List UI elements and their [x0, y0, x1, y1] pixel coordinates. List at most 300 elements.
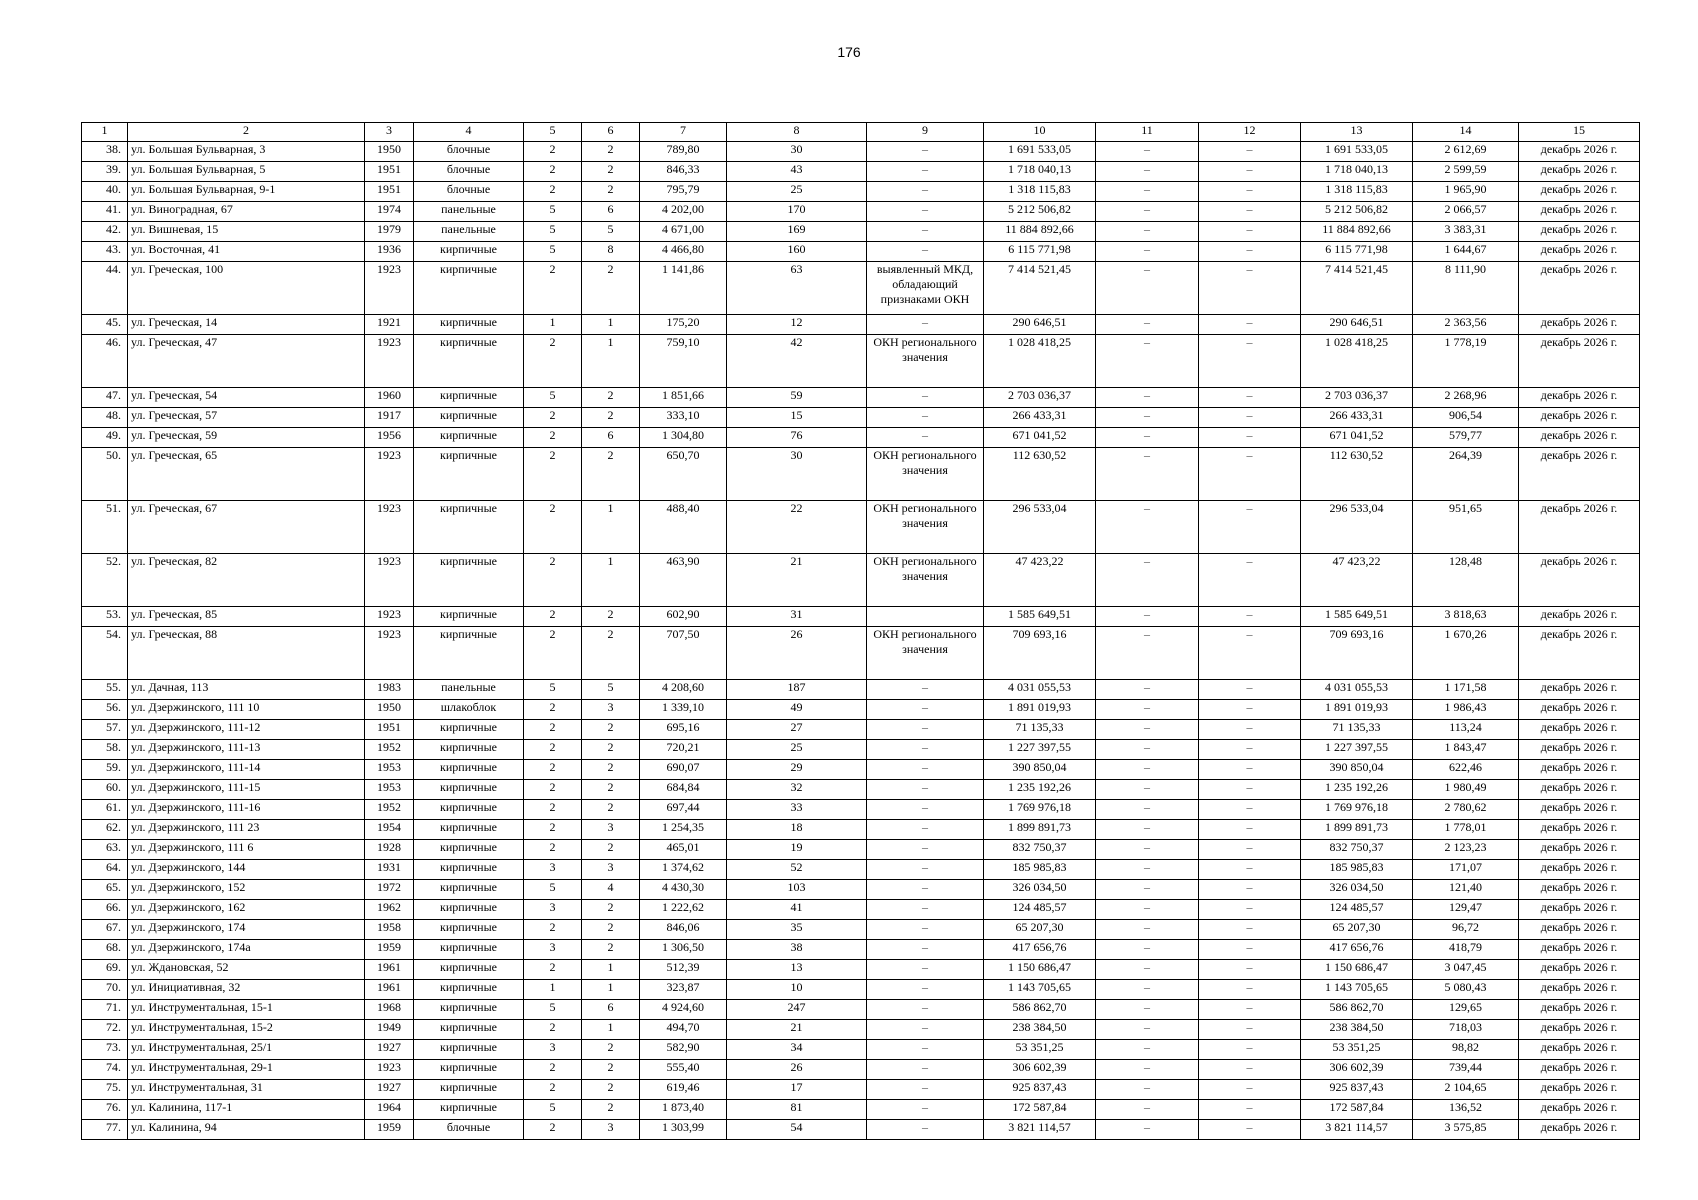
- table-cell: 323,87: [640, 980, 727, 1000]
- table-cell: 2: [524, 182, 582, 202]
- table-cell: 2: [582, 448, 640, 501]
- table-row: [82, 700, 1640, 720]
- table-cell: –: [867, 680, 984, 700]
- table-cell: –: [867, 242, 984, 262]
- table-cell: 2: [524, 700, 582, 720]
- table-cell: ОКН регионального значения: [867, 554, 984, 607]
- table-cell: 98,82: [1413, 1040, 1519, 1060]
- table-cell: 73.: [82, 1040, 128, 1060]
- table-cell: кирпичные: [414, 1100, 524, 1120]
- table-cell: 2: [524, 920, 582, 940]
- table-cell: –: [1096, 680, 1199, 700]
- table-cell: –: [1096, 627, 1199, 680]
- table-cell: –: [1199, 202, 1301, 222]
- table-cell: ОКН регионального значения: [867, 627, 984, 680]
- table-row: [82, 554, 1640, 607]
- table-cell: 17: [727, 1080, 867, 1100]
- table-cell: 3: [524, 940, 582, 960]
- table-cell: –: [1199, 428, 1301, 448]
- table-cell: 2 123,23: [1413, 840, 1519, 860]
- table-row: [82, 202, 1640, 222]
- table-cell: 795,79: [640, 182, 727, 202]
- table-cell: –: [1199, 980, 1301, 1000]
- table-cell: 1958: [365, 920, 414, 940]
- table-cell: декабрь 2026 г.: [1519, 222, 1640, 242]
- table-cell: 124 485,57: [1301, 900, 1413, 920]
- table-cell: 15: [727, 408, 867, 428]
- table-cell: 1952: [365, 740, 414, 760]
- table-cell: 2 066,57: [1413, 202, 1519, 222]
- table-cell: кирпичные: [414, 780, 524, 800]
- table-cell: 832 750,37: [1301, 840, 1413, 860]
- table-cell: –: [867, 740, 984, 760]
- table-cell: 586 862,70: [1301, 1000, 1413, 1020]
- table-cell: ул. Восточная, 41: [128, 242, 365, 262]
- table-cell: –: [1199, 1060, 1301, 1080]
- table-cell: 4 924,60: [640, 1000, 727, 1020]
- table-cell: –: [1199, 315, 1301, 335]
- table-cell: панельные: [414, 222, 524, 242]
- table-cell: 1951: [365, 182, 414, 202]
- table-cell: 306 602,39: [984, 1060, 1096, 1080]
- registry-table: [81, 122, 1640, 1140]
- table-row: [82, 607, 1640, 627]
- table-cell: 1 965,90: [1413, 182, 1519, 202]
- table-cell: 2: [582, 1040, 640, 1060]
- table-cell: ул. Калинина, 94: [128, 1120, 365, 1140]
- table-cell: 1 891 019,93: [984, 700, 1096, 720]
- table-cell: 1 769 976,18: [984, 800, 1096, 820]
- table-cell: 925 837,43: [1301, 1080, 1413, 1100]
- table-cell: 43.: [82, 242, 128, 262]
- table-row: [82, 627, 1640, 680]
- table-row: [82, 900, 1640, 920]
- table-cell: 296 533,04: [1301, 501, 1413, 554]
- table-cell: 2: [524, 142, 582, 162]
- table-cell: 41: [727, 900, 867, 920]
- table-cell: 390 850,04: [1301, 760, 1413, 780]
- table-cell: 1 150 686,47: [984, 960, 1096, 980]
- table-cell: 1923: [365, 501, 414, 554]
- table-cell: 121,40: [1413, 880, 1519, 900]
- table-cell: 57.: [82, 720, 128, 740]
- table-cell: 1 306,50: [640, 940, 727, 960]
- table-cell: 2: [582, 1100, 640, 1120]
- table-cell: 1 339,10: [640, 700, 727, 720]
- table-cell: 494,70: [640, 1020, 727, 1040]
- table-row: [82, 940, 1640, 960]
- table-cell: 2: [582, 388, 640, 408]
- table-cell: 3: [524, 1040, 582, 1060]
- table-row: [82, 920, 1640, 940]
- table-cell: 247: [727, 1000, 867, 1020]
- table-cell: 238 384,50: [984, 1020, 1096, 1040]
- table-cell: –: [1096, 242, 1199, 262]
- table-cell: –: [1199, 960, 1301, 980]
- table-cell: 4 208,60: [640, 680, 727, 700]
- table-cell: –: [1096, 780, 1199, 800]
- table-cell: 112 630,52: [984, 448, 1096, 501]
- table-cell: 2: [582, 900, 640, 920]
- table-cell: 2: [524, 1080, 582, 1100]
- table-cell: ул. Инструментальная, 15-1: [128, 1000, 365, 1020]
- table-cell: 1: [582, 980, 640, 1000]
- table-cell: 1: [582, 1020, 640, 1040]
- column-header: 4: [414, 123, 524, 142]
- table-cell: 2: [582, 760, 640, 780]
- table-cell: 5: [524, 222, 582, 242]
- table-cell: 1 718 040,13: [1301, 162, 1413, 182]
- table-row: [82, 980, 1640, 1000]
- table-cell: выявленный МКД, обладающий признаками ОКН: [867, 262, 984, 315]
- table-cell: 3 818,63: [1413, 607, 1519, 627]
- table-cell: 2: [524, 840, 582, 860]
- table-cell: 1951: [365, 720, 414, 740]
- table-cell: 1972: [365, 880, 414, 900]
- table-cell: кирпичные: [414, 980, 524, 1000]
- table-cell: декабрь 2026 г.: [1519, 680, 1640, 700]
- table-cell: 129,47: [1413, 900, 1519, 920]
- table-cell: 832 750,37: [984, 840, 1096, 860]
- table-cell: 789,80: [640, 142, 727, 162]
- table-cell: кирпичные: [414, 960, 524, 980]
- table-cell: –: [1199, 940, 1301, 960]
- table-cell: ул. Греческая, 85: [128, 607, 365, 627]
- table-cell: 3 383,31: [1413, 222, 1519, 242]
- table-cell: –: [1199, 408, 1301, 428]
- table-cell: 465,01: [640, 840, 727, 860]
- page-number: 176: [837, 44, 861, 60]
- table-cell: 1928: [365, 840, 414, 860]
- table-cell: 3 821 114,57: [1301, 1120, 1413, 1140]
- table-cell: 54.: [82, 627, 128, 680]
- table-cell: кирпичные: [414, 242, 524, 262]
- table-cell: –: [1096, 388, 1199, 408]
- table-cell: –: [1096, 335, 1199, 388]
- table-cell: 56.: [82, 700, 128, 720]
- table-cell: ул. Дзержинского, 111-13: [128, 740, 365, 760]
- column-header: 6: [582, 123, 640, 142]
- table-cell: 103: [727, 880, 867, 900]
- table-cell: кирпичные: [414, 860, 524, 880]
- table-cell: 4 671,00: [640, 222, 727, 242]
- table-cell: декабрь 2026 г.: [1519, 1100, 1640, 1120]
- table-cell: кирпичные: [414, 760, 524, 780]
- table-cell: 2: [524, 1020, 582, 1040]
- table-cell: 579,77: [1413, 428, 1519, 448]
- table-cell: кирпичные: [414, 1020, 524, 1040]
- table-cell: кирпичные: [414, 740, 524, 760]
- table-cell: 1 141,86: [640, 262, 727, 315]
- table-cell: 2: [524, 720, 582, 740]
- table-row: [82, 800, 1640, 820]
- table-cell: 1923: [365, 607, 414, 627]
- table-cell: –: [1096, 182, 1199, 202]
- table-cell: –: [867, 800, 984, 820]
- table-cell: –: [1096, 880, 1199, 900]
- table-cell: 1 718 040,13: [984, 162, 1096, 182]
- table-cell: [867, 607, 984, 627]
- table-row: [82, 1060, 1640, 1080]
- table-cell: кирпичные: [414, 501, 524, 554]
- table-cell: 26: [727, 1060, 867, 1080]
- table-cell: 1 143 705,65: [984, 980, 1096, 1000]
- table-cell: кирпичные: [414, 607, 524, 627]
- table-cell: ул. Инструментальная, 31: [128, 1080, 365, 1100]
- table-cell: 697,44: [640, 800, 727, 820]
- table-cell: 3 047,45: [1413, 960, 1519, 980]
- table-cell: –: [1199, 222, 1301, 242]
- table-cell: кирпичные: [414, 900, 524, 920]
- table-cell: 1979: [365, 222, 414, 242]
- table-cell: –: [1199, 1040, 1301, 1060]
- table-cell: декабрь 2026 г.: [1519, 840, 1640, 860]
- table-cell: 463,90: [640, 554, 727, 607]
- table-cell: 8 111,90: [1413, 262, 1519, 315]
- table-cell: 1 235 192,26: [1301, 780, 1413, 800]
- table-cell: –: [867, 1000, 984, 1020]
- table-cell: –: [867, 202, 984, 222]
- table-cell: декабрь 2026 г.: [1519, 720, 1640, 740]
- table-cell: 2: [524, 448, 582, 501]
- table-cell: 5: [524, 880, 582, 900]
- table-cell: 2: [524, 760, 582, 780]
- table-cell: –: [1199, 142, 1301, 162]
- column-header: 14: [1413, 123, 1519, 142]
- table-cell: кирпичные: [414, 1080, 524, 1100]
- table-cell: 59: [727, 388, 867, 408]
- table-cell: ул. Греческая, 14: [128, 315, 365, 335]
- table-cell: декабрь 2026 г.: [1519, 182, 1640, 202]
- table-cell: 709 693,16: [1301, 627, 1413, 680]
- table-row: [82, 428, 1640, 448]
- table-cell: 2: [524, 554, 582, 607]
- table-cell: 11 884 892,66: [984, 222, 1096, 242]
- table-cell: 707,50: [640, 627, 727, 680]
- table-cell: –: [867, 860, 984, 880]
- table-cell: 50.: [82, 448, 128, 501]
- table-cell: 41.: [82, 202, 128, 222]
- table-cell: 488,40: [640, 501, 727, 554]
- table-cell: –: [1096, 720, 1199, 740]
- table-cell: 3: [582, 860, 640, 880]
- table-cell: 25: [727, 740, 867, 760]
- table-cell: 2: [524, 740, 582, 760]
- table-cell: 1 222,62: [640, 900, 727, 920]
- table-cell: декабрь 2026 г.: [1519, 820, 1640, 840]
- table-cell: 69.: [82, 960, 128, 980]
- table-cell: 25: [727, 182, 867, 202]
- table-cell: 2 363,56: [1413, 315, 1519, 335]
- table-cell: 65.: [82, 880, 128, 900]
- column-header: 1: [82, 123, 128, 142]
- table-cell: 4 202,00: [640, 202, 727, 222]
- table-row: [82, 408, 1640, 428]
- table-cell: –: [867, 920, 984, 940]
- table-cell: –: [1199, 627, 1301, 680]
- table-cell: 326 034,50: [984, 880, 1096, 900]
- table-cell: 2: [524, 162, 582, 182]
- table-row: [82, 1100, 1640, 1120]
- table-cell: 1 235 192,26: [984, 780, 1096, 800]
- table-cell: 60.: [82, 780, 128, 800]
- table-cell: 264,39: [1413, 448, 1519, 501]
- table-cell: 5: [524, 1100, 582, 1120]
- table-cell: –: [1199, 780, 1301, 800]
- table-cell: 512,39: [640, 960, 727, 980]
- table-cell: декабрь 2026 г.: [1519, 162, 1640, 182]
- table-cell: –: [1199, 1120, 1301, 1140]
- table-cell: 555,40: [640, 1060, 727, 1080]
- table-cell: 75.: [82, 1080, 128, 1100]
- column-header: 11: [1096, 123, 1199, 142]
- table-cell: –: [1096, 860, 1199, 880]
- column-header: 8: [727, 123, 867, 142]
- table-cell: 30: [727, 448, 867, 501]
- table-cell: ул. Дзержинского, 111-14: [128, 760, 365, 780]
- table-cell: 1 644,67: [1413, 242, 1519, 262]
- table-cell: 32: [727, 780, 867, 800]
- table-cell: –: [1199, 840, 1301, 860]
- table-row: [82, 242, 1640, 262]
- column-header: 7: [640, 123, 727, 142]
- table-cell: 622,46: [1413, 760, 1519, 780]
- table-cell: 6: [582, 428, 640, 448]
- table-cell: 1 227 397,55: [984, 740, 1096, 760]
- table-cell: –: [867, 388, 984, 408]
- table-cell: ул. Греческая, 67: [128, 501, 365, 554]
- table-cell: 4 031 055,53: [1301, 680, 1413, 700]
- table-cell: кирпичные: [414, 448, 524, 501]
- table-cell: декабрь 2026 г.: [1519, 860, 1640, 880]
- table-cell: декабрь 2026 г.: [1519, 980, 1640, 1000]
- table-cell: 2: [524, 800, 582, 820]
- table-cell: 4 430,30: [640, 880, 727, 900]
- table-cell: 5: [524, 388, 582, 408]
- table-cell: 1923: [365, 1060, 414, 1080]
- table-cell: декабрь 2026 г.: [1519, 408, 1640, 428]
- table-cell: 1961: [365, 960, 414, 980]
- table-cell: –: [867, 780, 984, 800]
- table-cell: 1953: [365, 760, 414, 780]
- table-cell: 2 268,96: [1413, 388, 1519, 408]
- table-cell: 671 041,52: [1301, 428, 1413, 448]
- table-cell: 1: [524, 315, 582, 335]
- table-cell: –: [1096, 315, 1199, 335]
- table-cell: –: [867, 880, 984, 900]
- table-cell: 19: [727, 840, 867, 860]
- table-cell: 1950: [365, 700, 414, 720]
- table-cell: 2: [582, 162, 640, 182]
- table-cell: 718,03: [1413, 1020, 1519, 1040]
- table-cell: –: [867, 760, 984, 780]
- table-cell: –: [867, 162, 984, 182]
- table-cell: 1 843,47: [1413, 740, 1519, 760]
- table-cell: 81: [727, 1100, 867, 1120]
- table-cell: 1 986,43: [1413, 700, 1519, 720]
- table-cell: ул. Вишневая, 15: [128, 222, 365, 242]
- table-cell: декабрь 2026 г.: [1519, 740, 1640, 760]
- table-cell: 5 212 506,82: [984, 202, 1096, 222]
- table-cell: ул. Греческая, 54: [128, 388, 365, 408]
- table-cell: 296 533,04: [984, 501, 1096, 554]
- table-cell: 1950: [365, 142, 414, 162]
- table-cell: ул. Дзержинского, 162: [128, 900, 365, 920]
- table-cell: 2: [524, 780, 582, 800]
- table-cell: 2: [524, 1060, 582, 1080]
- table-cell: 5: [582, 222, 640, 242]
- table-cell: 7 414 521,45: [984, 262, 1096, 315]
- table-cell: 5: [582, 680, 640, 700]
- table-cell: 42: [727, 335, 867, 388]
- table-cell: 64.: [82, 860, 128, 880]
- table-cell: 602,90: [640, 607, 727, 627]
- table-cell: декабрь 2026 г.: [1519, 202, 1640, 222]
- table-cell: 2: [582, 940, 640, 960]
- table-cell: 1 670,26: [1413, 627, 1519, 680]
- table-cell: 31: [727, 607, 867, 627]
- table-cell: –: [1199, 680, 1301, 700]
- table-cell: декабрь 2026 г.: [1519, 700, 1640, 720]
- table-cell: 951,65: [1413, 501, 1519, 554]
- table-cell: –: [1096, 1100, 1199, 1120]
- column-header: 10: [984, 123, 1096, 142]
- table-cell: ул. Калинина, 117-1: [128, 1100, 365, 1120]
- table-cell: ул. Греческая, 100: [128, 262, 365, 315]
- table-row: [82, 222, 1640, 242]
- table-cell: –: [867, 820, 984, 840]
- table-cell: –: [1199, 820, 1301, 840]
- table-cell: 1 254,35: [640, 820, 727, 840]
- table-row: [82, 820, 1640, 840]
- table-cell: 759,10: [640, 335, 727, 388]
- table-cell: 113,24: [1413, 720, 1519, 740]
- table-row: [82, 1000, 1640, 1020]
- table-cell: 1 691 533,05: [984, 142, 1096, 162]
- table-cell: 43: [727, 162, 867, 182]
- table-cell: 5 212 506,82: [1301, 202, 1413, 222]
- table-cell: –: [1096, 1060, 1199, 1080]
- table-cell: 1951: [365, 162, 414, 182]
- table-row: [82, 680, 1640, 700]
- table-cell: 1931: [365, 860, 414, 880]
- table-row: [82, 388, 1640, 408]
- table-cell: 333,10: [640, 408, 727, 428]
- table-cell: –: [867, 940, 984, 960]
- table-cell: –: [867, 960, 984, 980]
- table-cell: 2: [582, 740, 640, 760]
- table-cell: блочные: [414, 142, 524, 162]
- table-cell: декабрь 2026 г.: [1519, 142, 1640, 162]
- table-cell: 58.: [82, 740, 128, 760]
- table-cell: 2: [582, 780, 640, 800]
- table-cell: 22: [727, 501, 867, 554]
- table-cell: –: [1199, 760, 1301, 780]
- column-header: 3: [365, 123, 414, 142]
- table-cell: декабрь 2026 г.: [1519, 1020, 1640, 1040]
- table-row: [82, 840, 1640, 860]
- table-cell: 1 318 115,83: [984, 182, 1096, 202]
- table-cell: –: [1199, 1100, 1301, 1120]
- table-cell: 72.: [82, 1020, 128, 1040]
- table-cell: декабрь 2026 г.: [1519, 1040, 1640, 1060]
- table-cell: 2: [582, 720, 640, 740]
- table-cell: декабрь 2026 г.: [1519, 940, 1640, 960]
- table-cell: –: [1199, 162, 1301, 182]
- table-cell: кирпичные: [414, 840, 524, 860]
- table-cell: декабрь 2026 г.: [1519, 1120, 1640, 1140]
- table-cell: 63: [727, 262, 867, 315]
